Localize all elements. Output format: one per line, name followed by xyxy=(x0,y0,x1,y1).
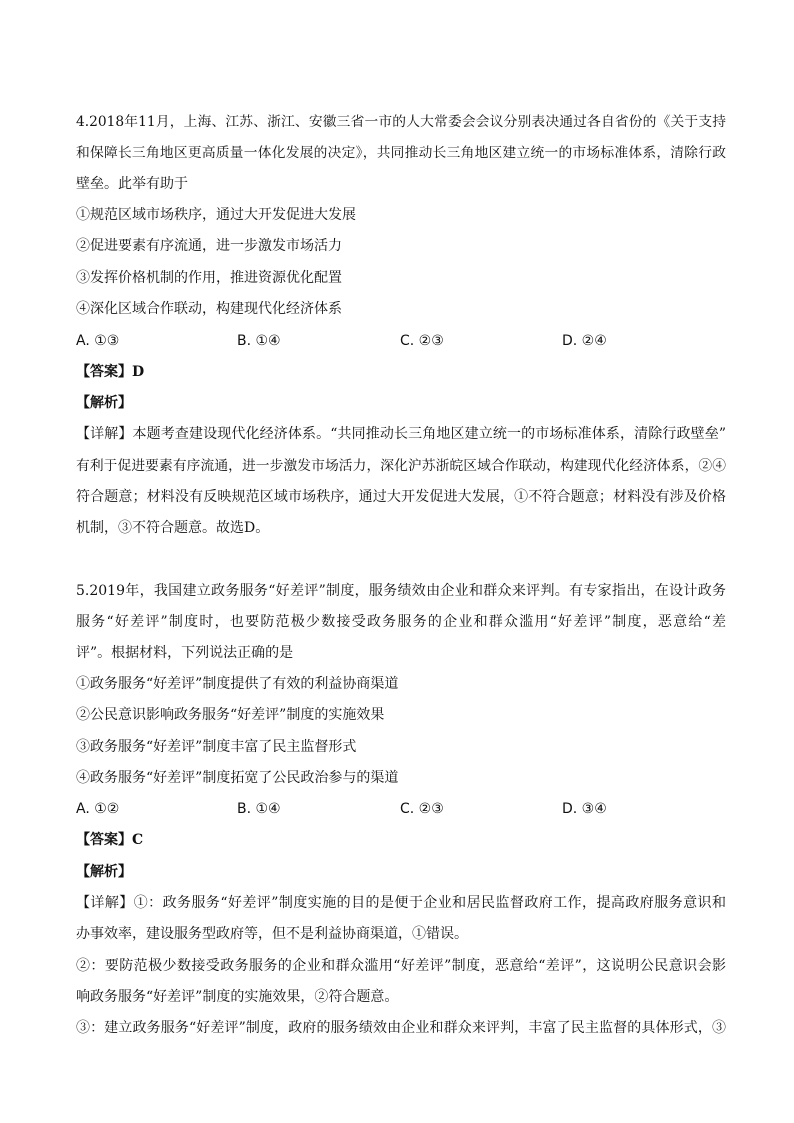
q4-option-a: A. ①③ xyxy=(76,333,120,349)
q5-options xyxy=(76,799,726,819)
q4-item-2: ②促进要素有序流通，进一步激发市场活力 xyxy=(76,238,342,254)
q4-detail-line-3: 符合题意；材料没有反映规范区域市场秩序，通过大开发促进大发展，①不符合题意；材料没有涉及价格 xyxy=(76,489,726,505)
q4-option-c: C. ②③ xyxy=(400,333,444,349)
q4-item-1: ①规范区域市场秩序，通过大开发促进大发展 xyxy=(76,207,356,223)
q4-analysis-label: 【解析】 xyxy=(76,395,132,411)
q4-option-d: D. ②④ xyxy=(562,333,607,349)
q4-option-b: B. ①④ xyxy=(237,333,281,349)
q4-item-4: ④深化区域合作联动，构建现代化经济体系 xyxy=(76,301,342,317)
q5-analysis-label: 【解析】 xyxy=(76,864,132,880)
q4-options xyxy=(76,331,726,351)
q5-item-4: ④政务服务“好差评”制度拓宽了公民政治参与的渠道 xyxy=(76,770,399,786)
q4-stem-line-2: 和保障长三角地区更高质量一体化发展的决定》，共同推动长三角地区建立统一的市场标准体系，清除行政 xyxy=(76,145,726,161)
q5-stem-line-1: 5.2019年，我国建立政务服务“好差评”制度，服务绩效由企业和群众来评判。有专家指出，在设计政务 xyxy=(76,583,726,599)
q5-detail-line-4: 响政务服务“好差评”制度的实施效果，②符合题意。 xyxy=(76,989,399,1005)
q5-item-1: ①政务服务“好差评”制度提供了有效的利益协商渠道 xyxy=(76,676,399,692)
q4-detail-line-1: 【详解】本题考查建设现代化经济体系。“共同推动长三角地区建立统一的市场标准体系，清除行政壁垒” xyxy=(76,426,726,442)
q5-detail-line-3: ②：要防范极少数接受政务服务的企业和群众滥用“好差评”制度，恶意给“差评”，这说明公民意识会影 xyxy=(76,958,726,974)
q4-stem-line-3: 壁垒。此举有助于 xyxy=(76,176,188,192)
q5-stem-line-2: 服务“好差评”制度时，也要防范极少数接受政务服务的企业和群众滥用“好差评”制度，恶意给“差 xyxy=(76,614,726,630)
q5-option-d: D. ③④ xyxy=(562,801,607,817)
q5-option-b: B. ①④ xyxy=(237,801,281,817)
q4-stem-line-1: 4.2018年11月，上海、江苏、浙江、安徽三省一市的人大常委会会议分别表决通过各自省份的《关于支持 xyxy=(76,114,726,130)
q4-answer: 【答案】D xyxy=(76,364,145,380)
q5-option-c: C. ②③ xyxy=(400,801,444,817)
q5-item-3: ③政务服务“好差评”制度丰富了民主监督形式 xyxy=(76,739,357,755)
q4-detail-line-4: 机制，③不符合题意。故选D。 xyxy=(76,520,270,536)
q5-detail-line-1: 【详解】①：政务服务“好差评”制度实施的目的是便于企业和居民监督政府工作，提高政府服务意识和 xyxy=(76,895,726,911)
q5-option-a: A. ①② xyxy=(76,801,120,817)
q5-detail-line-2: 办事效率，建设服务型政府等，但不是利益协商渠道，①错误。 xyxy=(76,926,468,942)
q5-detail-line-5: ③：建立政务服务“好差评”制度，政府的服务绩效由企业和群众来评判，丰富了民主监督的具体形式，③ xyxy=(76,1020,726,1036)
q4-item-3: ③发挥价格机制的作用，推进资源优化配置 xyxy=(76,270,342,286)
q5-item-2: ②公民意识影响政务服务“好差评”制度的实施效果 xyxy=(76,707,385,723)
q5-answer: 【答案】C xyxy=(76,832,144,848)
q5-stem-line-3: 评”。根据材料，下列说法正确的是 xyxy=(76,645,294,661)
q4-detail-line-2: 有利于促进要素有序流通，进一步激发市场活力，深化沪苏浙皖区域合作联动，构建现代化经济体系，②④ xyxy=(76,458,726,474)
